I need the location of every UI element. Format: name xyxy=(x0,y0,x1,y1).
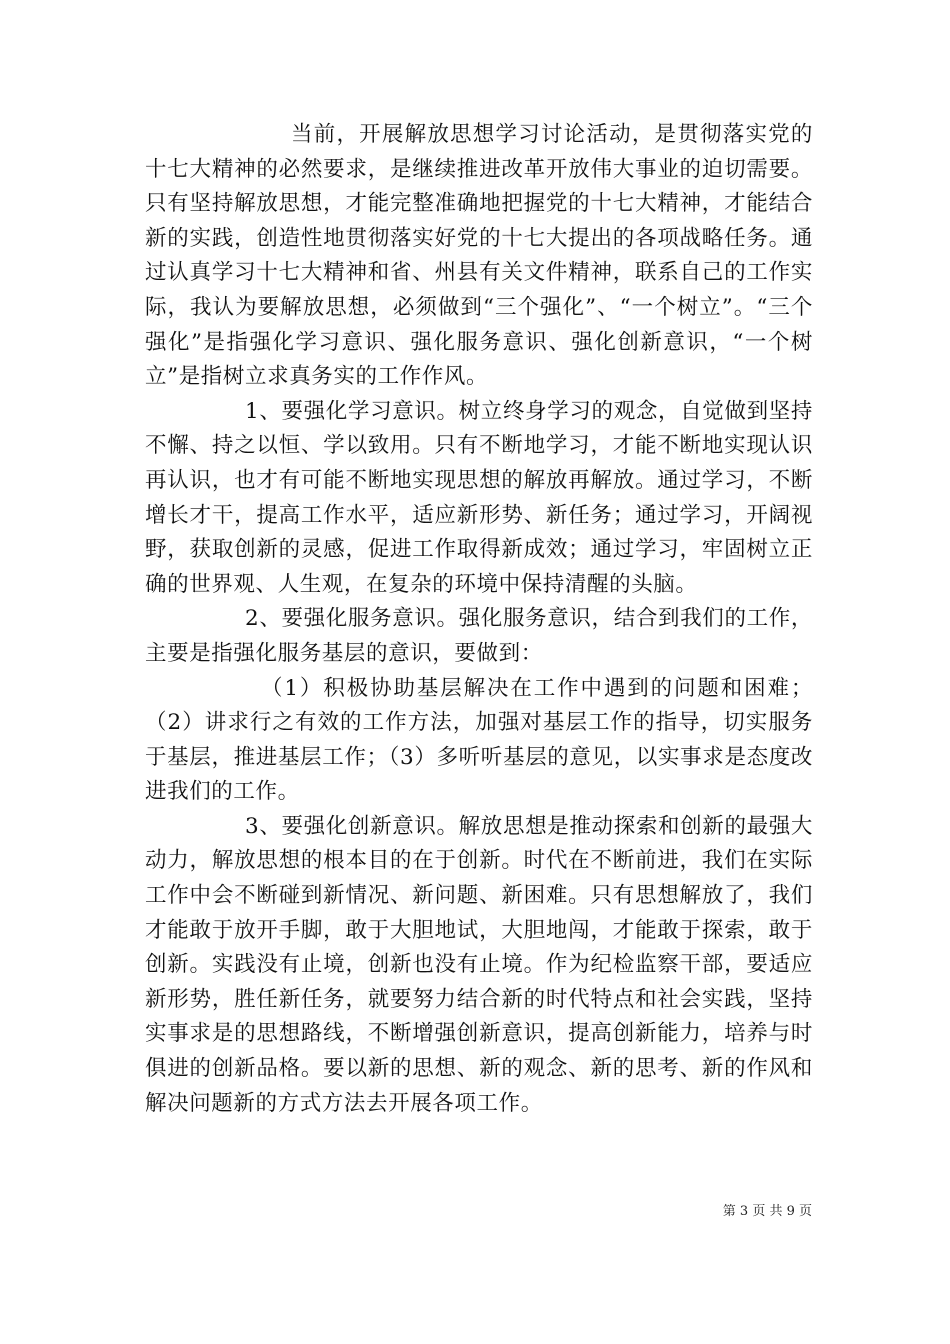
paragraph-intro: 当前，开展解放思想学习讨论活动，是贯彻落实党的十七大精神的必然要求，是继续推进改革开放伟大事业的迫切需要。只有坚持解放思想，才能完整准确地把握党的十七大精神，才能结合新的实践，创造性地贯彻落实好党的十七大提出的各项战略任务。通过认真学习十七大精神和省、州县有关文件精神，联系自己的工作实际，我认为要解放思想，必须做到“三个强化”、“一个树立”。“三个强化”是指强化学习意识、强化服务意识、强化创新意识，“一个树立”是指树立求真务实的工作作风。 xyxy=(145,122,813,390)
paragraph-service-items: （1）积极协助基层解决在工作中遇到的问题和困难；（2）讲求行之有效的工作方法，加强对基层工作的指导，切实服务于基层，推进基层工作；（3）多听听基层的意见，以实事求是态度改进我们的工作。 xyxy=(145,675,813,805)
paragraph-service: 2、要强化服务意识。强化服务意识，结合到我们的工作，主要是指强化服务基层的意识，要做到： xyxy=(145,606,813,666)
page-number-footer: 第 3 页 共 9 页 xyxy=(722,1204,812,1219)
paragraph-innovation: 3、要强化创新意识。解放思想是推动探索和创新的最强大动力，解放思想的根本目的在于创新。时代在不断前进，我们在实际工作中会不断碰到新情况、新问题、新困难。只有思想解放了，我们才能敢于放开手脚，敢于大胆地试，大胆地闯，才能敢于探索，敢于创新。实践没有止境，创新也没有止境。作为纪检监察干部，要适应新形势，胜任新任务，就要努力结合新的时代特点和社会实践，坚持实事求是的思想路线，不断增强创新意识，提高创新能力，培养与时俱进的创新品格。要以新的思想、新的观念、新的思考、新的作风和解决问题新的方式方法去开展各项工作。 xyxy=(145,813,813,1116)
paragraph-learning: 1、要强化学习意识。树立终身学习的观念，自觉做到坚持不懈、持之以恒、学以致用。只有不断地学习，才能不断地实现认识再认识，也才有可能不断地实现思想的解放再解放。通过学习，不断增长才干，提高工作水平，适应新形势、新任务；通过学习，开阔视野，获取创新的灵感，促进工作取得新成效；通过学习，牢固树立正确的世界观、人生观，在复杂的环境中保持清醒的头脑。 xyxy=(145,398,813,597)
document-body xyxy=(145,118,813,1121)
